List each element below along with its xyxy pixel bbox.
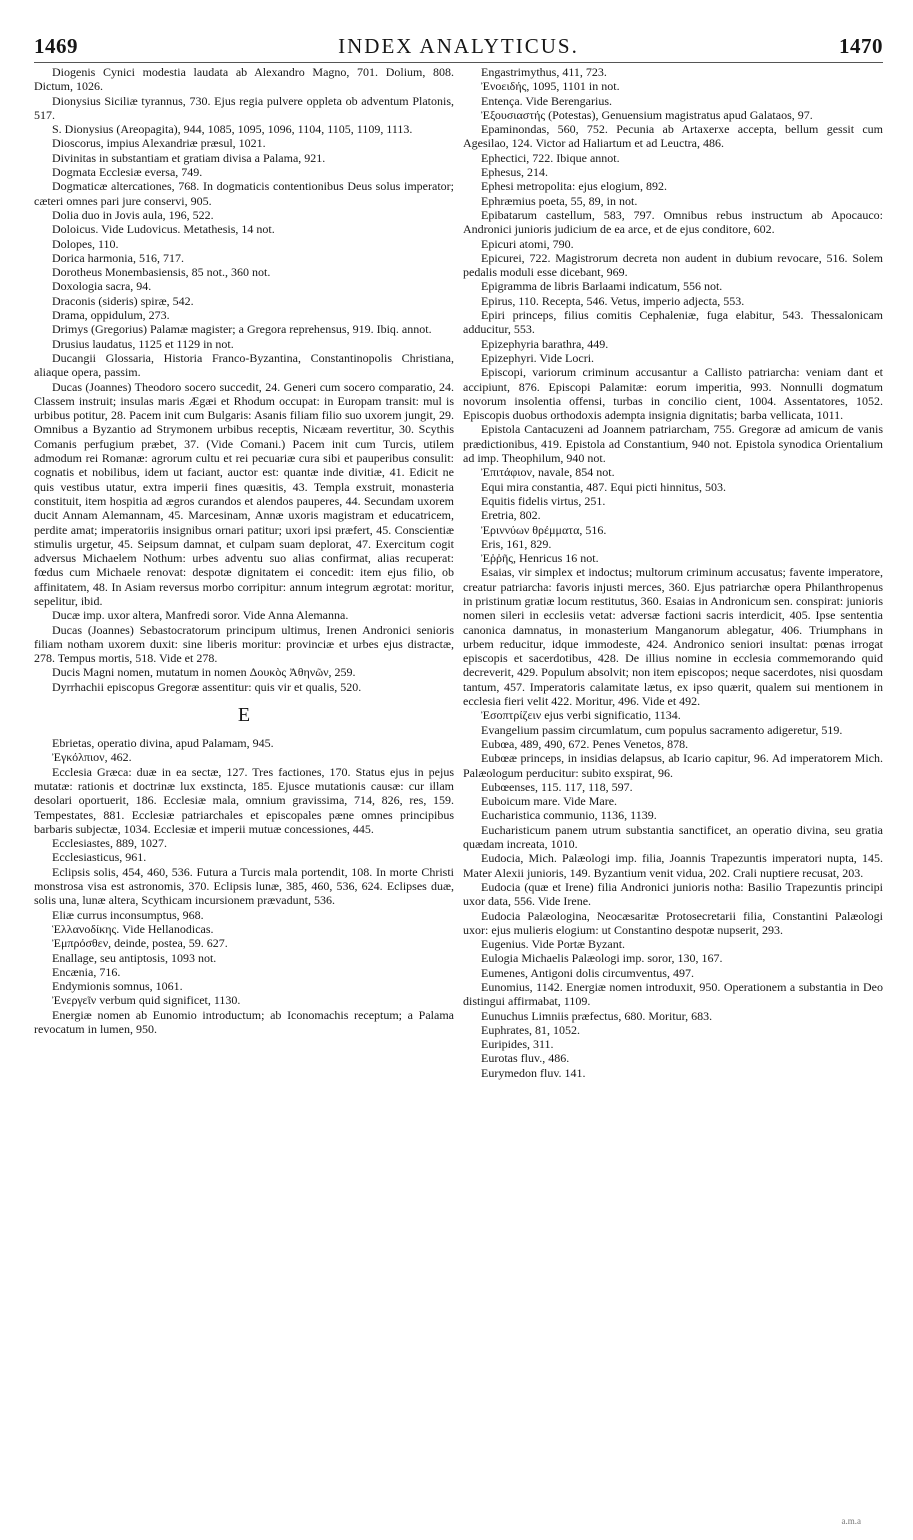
index-entry: Ἐνεργεῖν verbum quid significet, 1130. [52, 993, 241, 1008]
index-entry: Epicurei, 722. Magistrorum decreta non audent in dubium revocare, 516. Solem pedalis moduli esse dicebant, 969. [463, 250, 883, 280]
index-entry: Divinitas in substantiam et gratiam divisa a Palama, 921. [52, 150, 326, 165]
index-entry: Enallage, seu antiptosis, 1093 not. [52, 950, 217, 965]
index-entry: Ἐπιτάφιον, navale, 854 not. [481, 465, 615, 480]
index-entry: Esaias, vir simplex et indoctus; multorum criminum accusatus; favente imperatore, creatur patriarcha: favoris injusti merces, 360. Ejus patriarchæ opera Philanthropenus in pristinum gratiæ locum restitutus, 360. Esaias in Andronicum sen. conspirat: junioris nomen sileri in ecclesiis vetat: adversæ factioni sacris interdicit, 405. Ipse sententia canonica damnatus, in monasterium Manganorum ablegatur, 406. Triumphans in urbem reducitur, idque immodeste, 424. Andronico seniori insultat: pœnas irrogat episcopis et sacerdotibus, 428. De illius nomine in ecclesia commemorando quid decreverit, 429. Populum absolvit; non item episcopos; neque sacerdotes, nisi quosdam tantum, 457. Imperatoris calamitate lætus, ex ipso quærit, qualem sui mentionem in ecclesia fieri velit 422. Moritur, 496. Vide et 492. [463, 565, 883, 709]
index-entry: Epirus, 110. Recepta, 546. Vetus, imperio adjecta, 553. [481, 293, 745, 308]
index-entry: Eulogia Michaelis Palæologi imp. soror, 130, 167. [481, 951, 723, 966]
index-entry: Endymionis somnus, 1061. [52, 979, 183, 994]
index-entry: Energiæ nomen ab Eunomio introductum; ab Iconomachis receptum; a Palama revocatum in lumen, 950. [34, 1007, 454, 1036]
footer-mark: a.m.a [841, 1516, 861, 1526]
index-entry: Ephræmius poeta, 55, 89, in not. [481, 193, 638, 208]
index-entry: Ἐξουσιαστής (Potestas), Genuensium magistratus apud Galataos, 97. [481, 107, 813, 122]
index-entry: Epiri princeps, filius comitis Cephaleniæ, fuga elabitur, 543. Thessalonicam adducitur, 553. [463, 308, 883, 337]
index-entry: Dogmata Ecclesiæ eversa, 749. [52, 165, 203, 180]
index-entry: Ephesi metropolita: ejus elogium, 892. [481, 179, 667, 194]
index-entry: Epigramma de libris Barlaami indicatum, 556 not. [481, 279, 723, 294]
index-entry: Ἐῤῥῆς, Henricus 16 not. [481, 551, 599, 566]
index-entry: Ἐριννύων θρέμματα, 516. [481, 522, 607, 537]
index-entry: Encænia, 716. [52, 964, 121, 979]
index-entry: Eunuchus Limniis præfectus, 680. Moritur, 683. [481, 1008, 713, 1023]
index-entry: Ecclesiasticus, 961. [52, 850, 147, 865]
index-entry: Epizephyri. Vide Locri. [481, 350, 595, 365]
index-entry: Equitis fidelis virtus, 251. [481, 493, 606, 508]
index-entry: Eucharistica communio, 1136, 1139. [481, 808, 657, 823]
index-entry: Evangelium passim circumlatum, cum populus sacramento adigeretur, 519. [481, 722, 843, 737]
left-page-number: 1469 [34, 34, 78, 58]
right-page-number: 1470 [839, 34, 883, 58]
index-entry: Epaminondas, 560, 752. Pecunia ab Artaxerxe accepta, bellum gessit cum Agesilao, 124. Victor ad Haliartum et ad Leuctra, 486. [463, 122, 883, 151]
index-entry: Ducangii Glossaria, Historia Franco-Byzantina, Constantinopolis Christiana, aliaque opera, passim. [34, 350, 454, 380]
index-entry: Doxologia sacra, 94. [52, 279, 152, 294]
index-entry: Eurotas fluv., 486. [481, 1051, 570, 1066]
index-entry: Eudocia, Mich. Palæologi imp. filia, Joannis Trapezuntis imperatori nupta, 145. Mater Alexii junioris, 149. Byzantium venit vidua, 202. Crali nuptiere recusat, 203. [463, 851, 883, 880]
index-entry: Euripides, 311. [481, 1037, 554, 1052]
index-entry: Eudocia Palæologina, Neocæsaritæ Protosecretarii filia, Constantini Palæologi uxor: ejus mulieris elogium: ut Constantino despotæ nupserit, 293. [463, 908, 883, 937]
index-entry: Epicuri atomi, 790. [481, 236, 574, 251]
index-entry: Ἑλλανοδίκης. Vide Hellanodicas. [52, 921, 214, 936]
left-entries-d [34, 65, 454, 694]
index-entry: Ἐνοειδής, 1095, 1101 in not. [481, 79, 620, 94]
index-entry: Eumenes, Antigoni dolis circumventus, 497. [481, 965, 694, 980]
index-entry: Drimys (Gregorius) Palamæ magister; a Gregora reprehensus, 919. Ibiq. annot. [52, 322, 432, 337]
index-entry: Eubœa, 489, 490, 672. Penes Venetos, 878. [481, 736, 689, 751]
index-entry: Dionysius Siciliæ tyrannus, 730. Ejus regia pulvere oppleta ob adventum Platonis, 517. [34, 93, 454, 122]
index-entry: Entença. Vide Berengarius. [481, 93, 613, 108]
index-entry: Ducas (Joannes) Theodoro socero succedit, 24. Generi cum socero comparatio, 24. Classem instruit; insulas maris Ægæi et Rhodum occupat: in Europam transit: mul is urbibus potitur, 28. Pacem init cum Bulgaris: Asanis filiam filio suo uxorem jungit, 29. Omnibus a Byzantio ad Strymonem urbibus receptis, Nicæam revertitur, 30. Scythis Comanis perfugium præbet, 37. (Vide Comani.) Pacem init cum Turcis, utilem admodum rei Romanæ: agrorum cultu et rei pecuariæ cura sibi et pauperibus consulit: cognatis et nobilibus, idem ut faciant, auctor est: quantæ inde divitiæ, 41. Edicit ne quis vestibus utatur, extra imperii fines quæsitis, 43. Templa exstruit, monasteria constituit, item hospitia ad ægros curandos et alendos pauperes, 44. Secundam uxorem ducit Annam Alemannam, 45. Marcesinam, Annæ uxoris magistram et educatricem, perdite amat; imperatoriis insignibus ornari patitur; uxori ipsi præfert, 45. Conscientiæ stimulis urgetur, 45. Seipsum damnat, et culpam suam deplorat, 47. Exercitum cogit adversus Michaelem Nothum: urbes adventu suo alias confirmat, alias recuperat: fœdus cum Michaele renovat: despotæ dignitatem ei concedit: item ejus filio, ob affinitatem, 48. In Asiam reversus morbo corripitur: annum integrum ægrotat: moritur, sepelitur, ibid. [34, 379, 454, 608]
index-entry: Eudocia (quæ et Irene) filia Andronici junioris notha: Basilio Trapezuntis principi uxor data, 556. Vide Irene. [463, 879, 883, 909]
index-entry: Episcopi, variorum criminum accusantur a Callisto patriarcha: veniam dant et accipiunt, 876. Episcopi Palamitæ: eorum imperitia, 993. Nonnulli dogmatum novorum insolentia offensi, turbas in concilio cient, 1004. Assentatores, 1052. Episcopis duobus orthodoxis adempta insignia dignitatis; barba vellicata, 1011. [463, 365, 883, 423]
index-entry: Ἐσοπτρίζειν ejus verbi significatio, 1134. [481, 708, 681, 723]
index-entry: Ephesus, 214. [481, 165, 548, 180]
index-entry: Ecclesia Græca: duæ in ea sectæ, 127. Tres factiones, 170. Status ejus in pejus mutatæ: rationis et doctrinæ lux exstincta, 185. Ejusce mutationis causæ: cur illam desolari oportuerit, 186. Ecclesiæ mala, omnium gravissima, 714, 826, res, 159. Tempestates, 881. Ecclesiæ patriarchales et episcopales pæne omnes principibus barbaris subjectæ, 1034. Ecclesiæ et imperii mutuæ concessiones, 445. [34, 764, 454, 836]
section-letter-e: E [237, 704, 251, 727]
two-column-body [34, 65, 883, 1080]
index-entry: Eubœenses, 115. 117, 118, 597. [481, 779, 633, 794]
left-column [34, 65, 454, 1080]
index-entry: Dioscorus, impius Alexandriæ præsul, 1021. [52, 136, 266, 151]
index-entry: Dyrrhachii episcopus Gregoræ assentitur: quis vir et qualis, 520. [52, 679, 362, 694]
index-entry: Doloicus. Vide Ludovicus. Metathesis, 14 not. [52, 222, 275, 237]
running-header [34, 34, 883, 63]
index-entry: Equi mira constantia, 487. Equi picti hinnitus, 503. [481, 479, 726, 494]
index-entry: Euphrates, 81, 1052. [481, 1022, 580, 1037]
index-entry: Dorotheus Monembasiensis, 85 not., 360 not. [52, 265, 271, 280]
index-entry: Eclipsis solis, 454, 460, 536. Futura a Turcis mala portendit, 108. In morte Christi monstrosa visa est astronomis, 370. Eclipsis lunæ, 385, 460, 536, 624. Eclipses duæ, solis una, lunæ altera, Scythicam incursionem prævadunt, 536. [34, 864, 454, 908]
index-entry: Eretria, 802. [481, 508, 541, 523]
index-entry: Ἐγκόλπιον, 462. [52, 750, 132, 765]
index-entry: Dolia duo in Jovis aula, 196, 522. [52, 207, 214, 222]
running-title: INDEX ANALYTICUS. [338, 34, 579, 58]
right-entries-e [463, 65, 883, 1080]
index-entry: Engastrimythus, 411, 723. [481, 65, 607, 79]
index-entry: Ducis Magni nomen, mutatum in nomen Δουκὸς Ἀθηνῶν, 259. [52, 665, 356, 680]
index-entry: Dolopes, 110. [52, 236, 119, 251]
index-entry: Epibatarum castellum, 583, 797. Omnibus rebus instructum ab Apocauco: Andronici junioris judicium de ea arce, et de ejus conditore, 602. [463, 207, 883, 237]
right-column [463, 65, 883, 1080]
left-entries-e [34, 736, 454, 1036]
index-entry: Draconis (sideris) spiræ, 542. [52, 293, 194, 308]
index-entry: Ἐμπρόσθεν, deinde, postea, 59. 627. [52, 936, 228, 951]
index-entry: Epizephyria barathra, 449. [481, 336, 609, 351]
index-entry: Ecclesiastes, 889, 1027. [52, 836, 167, 851]
index-entry: Ducæ imp. uxor altera, Manfredi soror. Vide Anna Alemanna. [52, 608, 349, 623]
index-entry: Dorica harmonia, 516, 717. [52, 250, 184, 265]
index-entry: Eliæ currus inconsumptus, 968. [52, 907, 204, 922]
index-entry: Drusius laudatus, 1125 et 1129 in not. [52, 336, 234, 351]
index-entry: Eris, 161, 829. [481, 536, 552, 551]
index-entry: Eurymedon fluv. 141. [481, 1065, 586, 1080]
index-entry: Eugenius. Vide Portæ Byzant. [481, 937, 626, 952]
index-entry: Ducas (Joannes) Sebastocratorum principum ultimus, Irenen Andronici senioris filiam notham uxorem duxit: sine liberis moritur: provinciæ et urbes ejus distractæ, 278. Tempus mortis, 518. Vide et 278. [34, 622, 454, 666]
index-entry: Dogmaticæ altercationes, 768. In dogmaticis contentionibus Deus solus imperator; cæteri omnes pari jure conservi, 905. [34, 179, 454, 208]
index-entry: S. Dionysius (Areopagita), 944, 1085, 1095, 1096, 1104, 1105, 1109, 1113. [52, 122, 413, 137]
index-entry: Ebrietas, operatio divina, apud Palamam, 945. [52, 736, 274, 751]
index-entry: Epistola Cantacuzeni ad Joannem patriarcham, 755. Gregoræ ad amicum de vanis prædictionibus, 419. Epistola ad Constantium, 940 not. Epistola synodica Orientalium ad imp. Theophilum, 940 not. [463, 422, 883, 466]
index-entry: Euboicum mare. Vide Mare. [481, 794, 618, 809]
index-entry: Eucharisticum panem utrum substantia sanctificet, an operatio divina, seu gratia quædam increata, 1010. [463, 822, 883, 852]
index-entry: Ephectici, 722. Ibique annot. [481, 150, 620, 165]
index-entry: Eubœæ princeps, in insidias delapsus, ab Icario capitur, 96. Ad imperatorem Mich. Palæologum perducitur: subito exspirat, 96. [463, 751, 883, 780]
index-entry: Eunomius, 1142. Energiæ nomen introduxit, 950. Operationem a substantia in Deo distingui affirmabat, 1109. [463, 980, 883, 1009]
index-entry: Drama, oppidulum, 273. [52, 308, 170, 323]
index-entry: Diogenis Cynici modestia laudata ab Alexandro Magno, 701. Dolium, 808. Dictum, 1026. [34, 65, 454, 94]
